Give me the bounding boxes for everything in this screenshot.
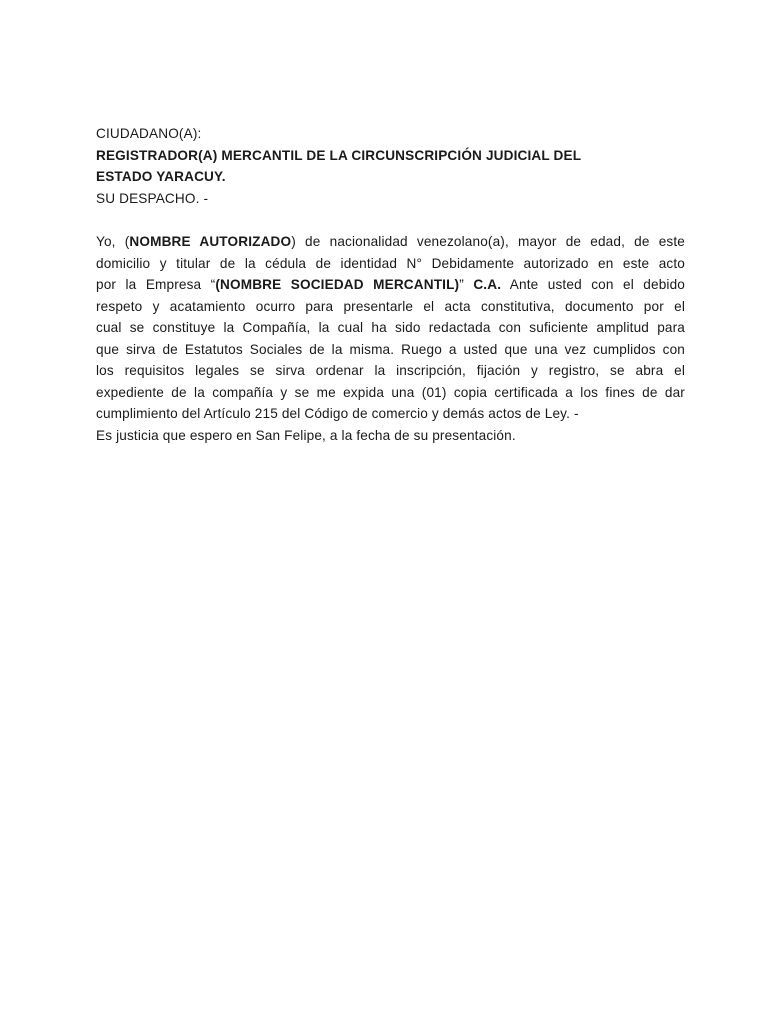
paragraph-line-9: cumplimiento del Artículo 215 del Código de comercio y demás actos de Ley. -: [96, 406, 579, 421]
paragraph-line-6: que sirva de Estatutos Sociales de la misma. Ruego a usted que una vez cumplidos con: [96, 341, 685, 357]
after-name-text: ) de nacionalidad venezolano(a), mayor de edad, de este: [291, 234, 685, 249]
authorized-name: NOMBRE AUTORIZADO: [129, 234, 292, 249]
paragraph-line-7: los requisitos legales se sirva ordenar la inscripción, fijación y registro, se abra el: [96, 363, 685, 378]
company-prefix: por la Empresa “: [96, 277, 216, 292]
paragraph-line-3: [96, 274, 685, 296]
document-page: [96, 123, 685, 446]
paragraph-line-2: domicilio y titular de la cédula de identidad N° Debidamente autorizado en este acto: [96, 255, 685, 271]
company-after-text: Ante usted con el debido: [501, 277, 686, 292]
paragraph-line-8: expediente de la compañía y se me expida una (01) copia certificada a los fines de dar: [96, 384, 685, 400]
addressee-line: CIUDADANO(A):: [96, 126, 202, 141]
paragraph-line-5: cual se constituye la Compañía, la cual ha sido redactada con suficiente amplitud para: [96, 320, 685, 335]
paragraph-line-4: respeto y acatamiento ocurro para presentarle el acta constitutiva, documento por el: [96, 298, 685, 314]
paragraph-spacer: [96, 209, 685, 231]
registrar-line-1: REGISTRADOR(A) MERCANTIL DE LA CIRCUNSCRIPCIÓN JUDICIAL DEL: [96, 147, 582, 163]
dispatch-line: SU DESPACHO. -: [96, 190, 209, 206]
request-paragraph: [96, 231, 685, 446]
intro-text: Yo, (: [96, 234, 130, 249]
closing-line: Es justicia que espero en San Felipe, a la fecha de su presentación.: [96, 427, 516, 443]
company-suffix: C.A.: [473, 277, 502, 292]
paragraph-line-1: [96, 231, 685, 253]
registrar-line-2: ESTADO YARACUY.: [96, 169, 226, 184]
company-name: (NOMBRE SOCIEDAD MERCANTIL): [215, 277, 460, 292]
company-quote: ”: [459, 277, 474, 292]
